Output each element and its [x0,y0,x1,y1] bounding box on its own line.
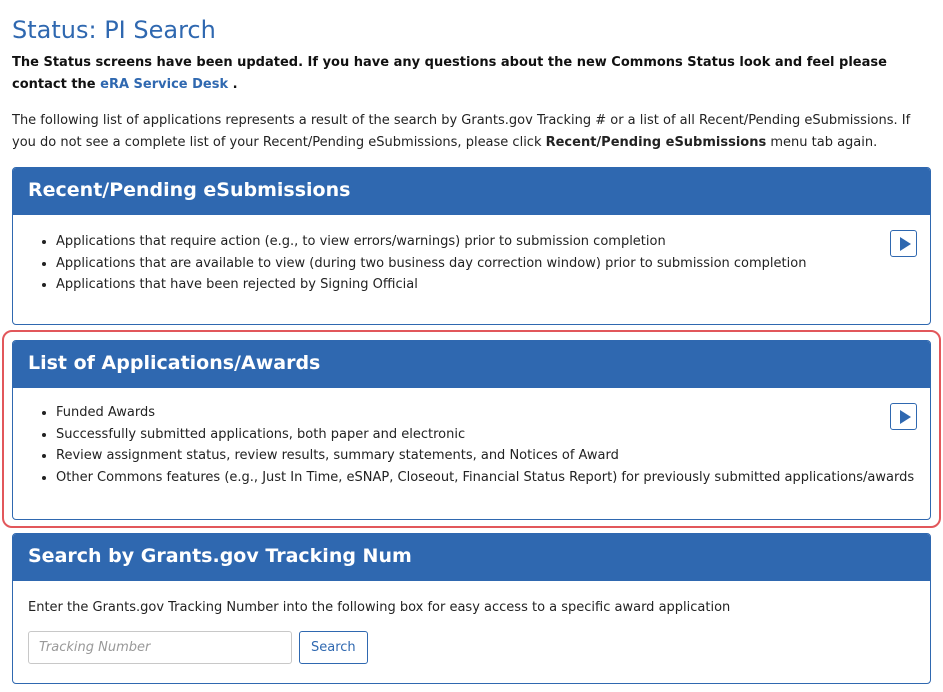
tracking-search-panel-title: Search by Grants.gov Tracking Num [13,534,930,581]
applications-awards-list [28,402,915,489]
applications-awards-panel-body [13,388,930,489]
recent-pending-panel [12,167,931,325]
tracking-search-description: Enter the Grants.gov Tracking Number into the following box for easy access to a specific award application [28,600,731,615]
tracking-search-panel [12,533,931,684]
search-button[interactable]: Search [299,631,368,664]
notice-text: The Status screens have been updated. If you have any questions about the new Commons Status look and feel please contact the [12,55,887,92]
list-item: • Applications that have been rejected by Signing Official [56,274,915,296]
list-item: • Review assignment status, review results, summary statements, and Notices of Award [56,445,915,467]
recent-pending-list [28,231,915,296]
play-icon [900,410,911,424]
recent-pending-go-button[interactable] [890,230,917,257]
applications-awards-panel [12,340,931,520]
intro-paragraph [12,110,930,154]
tracking-number-input[interactable] [28,631,292,664]
page-title: Status: PI Search [12,16,216,44]
play-icon [900,237,911,251]
applications-awards-go-button[interactable] [890,403,917,430]
applications-awards-panel-title: List of Applications/Awards [13,341,930,388]
list-item: • Funded Awards [56,402,915,424]
list-item: • Other Commons features (e.g., Just In Time, eSNAP, Closeout, Financial Status Report) for previously submitted applications/awards [56,467,915,489]
intro-bold: Recent/Pending eSubmissions [545,135,767,150]
list-item: • Applications that require action (e.g., to view errors/warnings) prior to submission completion [56,231,915,253]
intro-text-2: menu tab again. [766,135,878,150]
tracking-search-row [28,631,915,664]
list-item: • Applications that are available to view (during two business day correction window) prior to submission completion [56,253,915,275]
intro-text-1: The following list of applications represents a result of the search by Grants.gov Tracking # or a list of all Recent/Pending eSubmissions. If you do not see a complete list of your Recent/Pending eSubmissions, please click [12,113,911,150]
recent-pending-panel-body [13,215,930,296]
notice-end: . [228,77,238,92]
update-notice [12,52,927,96]
recent-pending-panel-title: Recent/Pending eSubmissions [13,168,930,215]
list-item: • Successfully submitted applications, both paper and electronic [56,424,915,446]
era-service-desk-link[interactable]: eRA Service Desk [100,77,229,92]
tracking-search-panel-body [13,581,930,664]
